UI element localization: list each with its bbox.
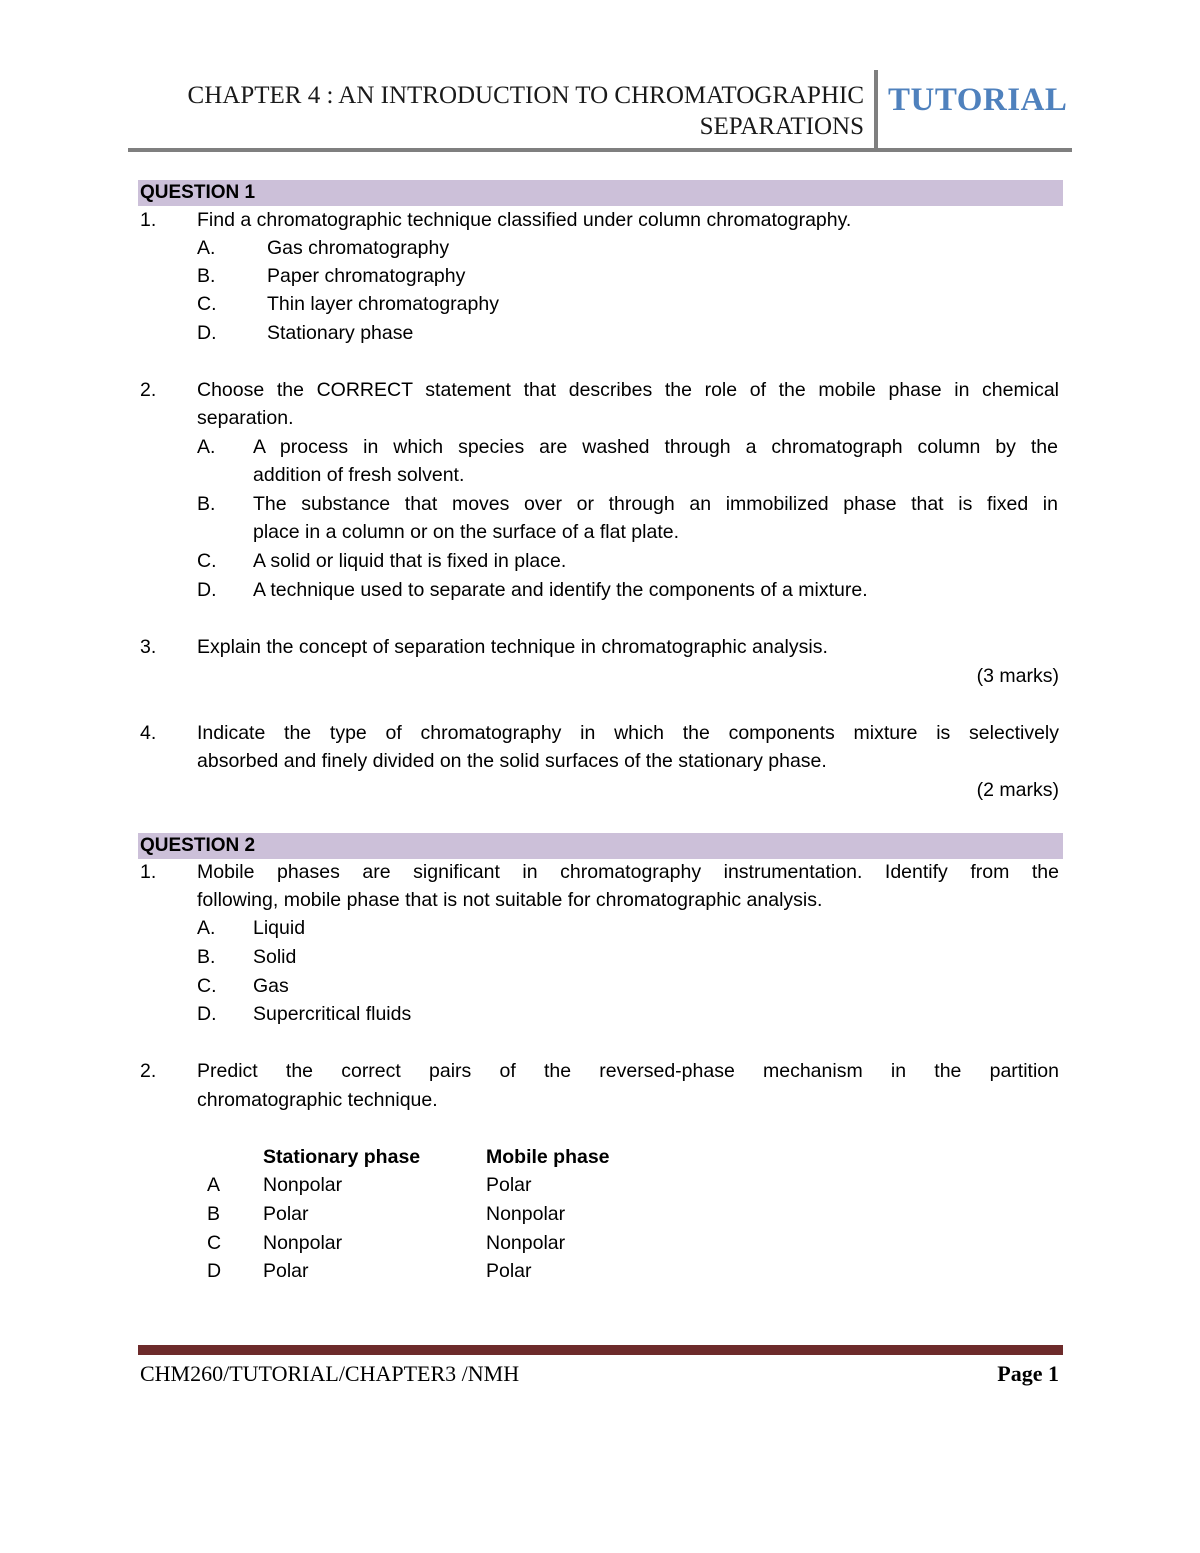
q2-item1-option-label: B. — [197, 946, 216, 968]
table-header-mobile: Mobile phase — [486, 1146, 610, 1168]
q2-item1-option-label: D. — [197, 1003, 217, 1025]
question-1-heading: QUESTION 1 — [138, 180, 1063, 206]
q2-item1-option-label: C. — [197, 975, 217, 997]
table-cell-mobile: Polar — [486, 1260, 532, 1282]
footer-page-number: Page 1 — [997, 1361, 1059, 1386]
footer-rule — [138, 1345, 1063, 1355]
q2-item2-text: chromatographic technique. — [197, 1089, 438, 1111]
q1-item4-text: Indicate the type of chromatography in which the components mixture is selectively — [197, 722, 1059, 744]
q2-item1-number: 1. — [140, 861, 157, 883]
q1-item3-number: 3. — [140, 636, 157, 658]
q1-item2-text: Choose the CORRECT statement that describes the role of the mobile phase in chemical — [197, 379, 1059, 401]
q2-item1-option-label: A. — [197, 917, 216, 939]
table-row-label: D — [207, 1260, 222, 1282]
q1-item2-option-label: B. — [197, 493, 216, 515]
table-row-label: A — [207, 1174, 221, 1196]
q1-item4-text: absorbed and finely divided on the solid surfaces of the stationary phase. — [197, 750, 827, 772]
q1-item1-number: 1. — [140, 209, 157, 231]
table-cell-mobile: Polar — [486, 1174, 532, 1196]
q2-item1-option-text: Solid — [253, 946, 297, 968]
table-cell-mobile: Nonpolar — [486, 1232, 566, 1254]
q2-item2-number: 2. — [140, 1060, 157, 1082]
header-rule — [128, 148, 1072, 152]
q1-item4-number: 4. — [140, 722, 157, 744]
q2-item1-option-text: Supercritical fluids — [253, 1003, 412, 1025]
q2-item1-text: following, mobile phase that is not suitable for chromatographic analysis. — [197, 889, 823, 911]
table-cell-stationary: Polar — [263, 1260, 309, 1282]
chapter-title — [104, 80, 864, 142]
table-cell-stationary: Nonpolar — [263, 1232, 343, 1254]
question-2-heading: QUESTION 2 — [138, 833, 1063, 859]
header-divider — [874, 70, 878, 150]
q1-item3-text: Explain the concept of separation technique in chromatographic analysis. — [197, 636, 828, 658]
q1-item2-option-label: C. — [197, 550, 217, 572]
q1-item1-option-label: B. — [197, 265, 216, 287]
q1-item2-text: separation. — [197, 407, 294, 429]
q2-item1-option-text: Liquid — [253, 917, 306, 939]
q1-item4-marks: (2 marks) — [976, 779, 1059, 801]
table-header-stationary: Stationary phase — [263, 1146, 421, 1168]
q2-item1-option-text: Gas — [253, 975, 289, 997]
q1-item1-option-label: D. — [197, 322, 217, 344]
q1-item1-option-label: C. — [197, 293, 217, 315]
footer-course-code: CHM260/TUTORIAL/CHAPTER3 /NMH — [140, 1361, 520, 1386]
q1-item1-option-label: A. — [197, 237, 216, 259]
q1-item2-option-text: addition of fresh solvent. — [253, 464, 465, 486]
q1-item2-option-text: A process in which species are washed through a chromatograph column by the — [253, 436, 1058, 458]
q1-item2-number: 2. — [140, 379, 157, 401]
table-row-label: C — [207, 1232, 222, 1254]
q1-item2-option-text: The substance that moves over or through an immobilized phase that is fixed in — [253, 493, 1058, 515]
q2-item2-text: Predict the correct pairs of the reversed-phase mechanism in the partition — [197, 1060, 1059, 1082]
table-cell-mobile: Nonpolar — [486, 1203, 566, 1225]
chapter-title-line2: SEPARATIONS — [699, 113, 864, 140]
q1-item3-marks: (3 marks) — [976, 665, 1059, 687]
q1-item2-option-text: A solid or liquid that is fixed in place. — [253, 550, 567, 572]
q1-item1-text: Find a chromatographic technique classified under column chromatography. — [197, 209, 852, 231]
q1-item1-option-text: Thin layer chromatography — [267, 293, 499, 315]
q1-item2-option-label: D. — [197, 579, 217, 601]
q1-item2-option-text: A technique used to separate and identify the components of a mixture. — [253, 579, 868, 601]
q1-item2-option-text: place in a column or on the surface of a flat plate. — [253, 521, 680, 543]
table-cell-stationary: Nonpolar — [263, 1174, 343, 1196]
table-row-label: B — [207, 1203, 221, 1225]
q1-item1-option-text: Gas chromatography — [267, 237, 450, 259]
q2-item1-text: Mobile phases are significant in chromatography instrumentation. Identify from the — [197, 861, 1059, 883]
tutorial-label: TUTORIAL — [888, 82, 1068, 118]
chapter-title-line1: CHAPTER 4 : AN INTRODUCTION TO CHROMATOGRAPHIC — [187, 82, 864, 109]
table-cell-stationary: Polar — [263, 1203, 309, 1225]
q1-item1-option-text: Stationary phase — [267, 322, 414, 344]
q1-item2-option-label: A. — [197, 436, 216, 458]
q1-item1-option-text: Paper chromatography — [267, 265, 466, 287]
